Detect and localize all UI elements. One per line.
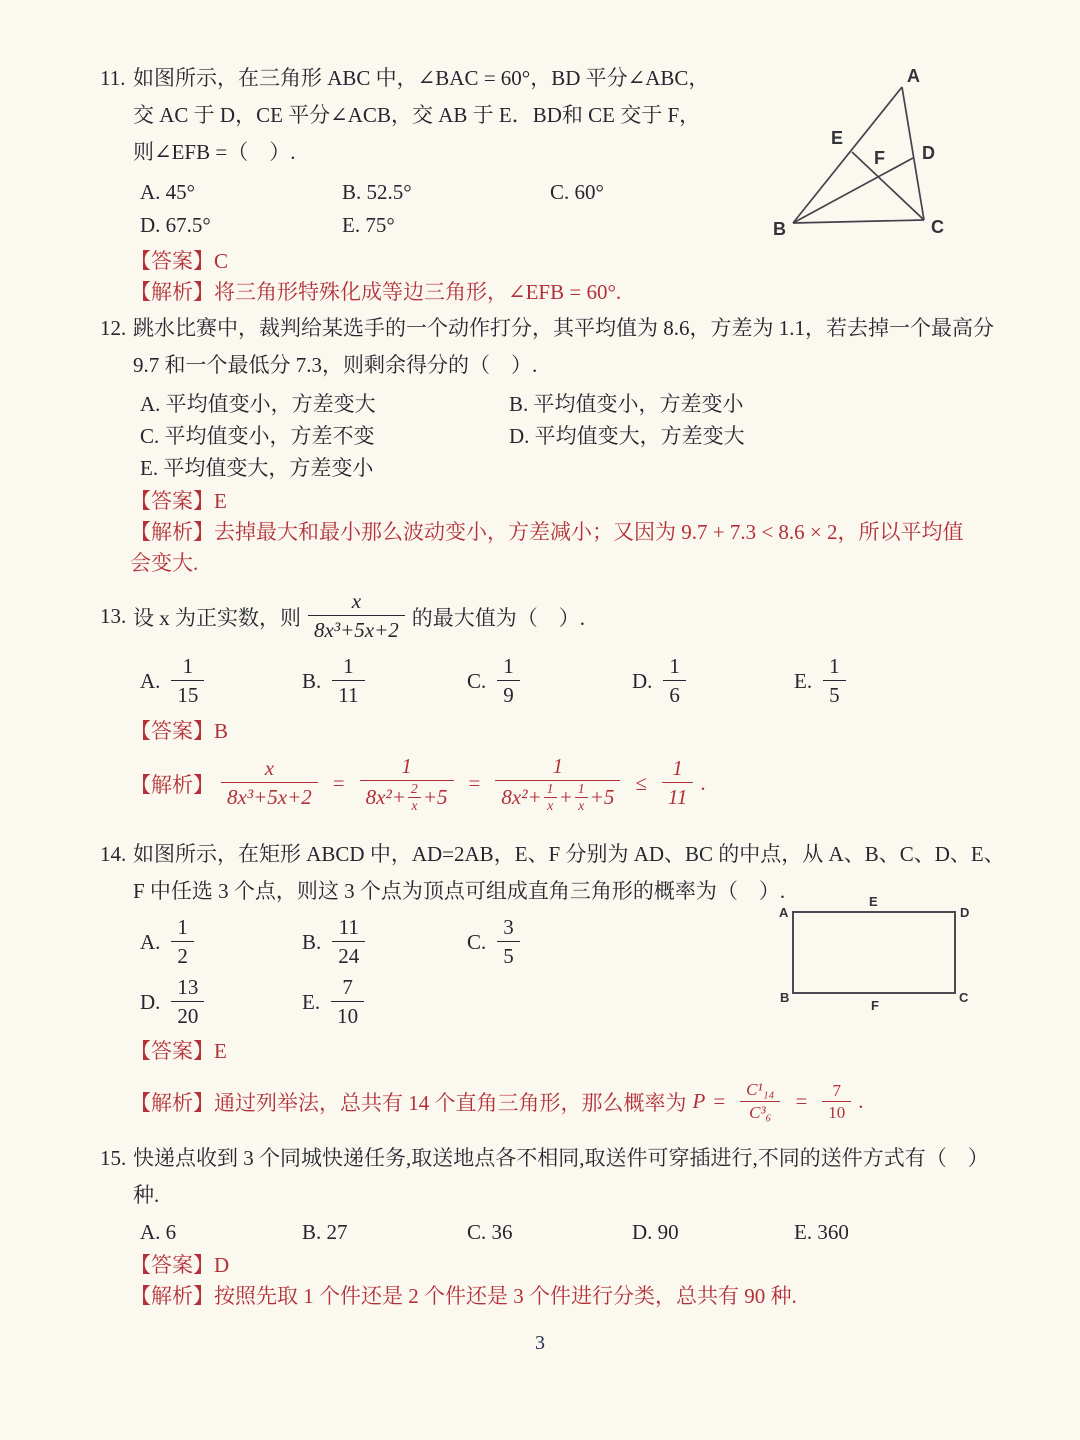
question-12-line-1: [100, 310, 1030, 347]
triangle-lines: [793, 87, 924, 223]
question-13-options: [100, 653, 1030, 710]
triangle-labels: [773, 66, 944, 239]
option-fraction: $\frac{13}{20}$: [171, 974, 204, 1031]
option-14-d: D. $\frac{13}{20}$: [140, 974, 302, 1031]
vertex-label-d: D: [960, 905, 970, 920]
page-number: 3: [535, 1332, 545, 1354]
equals-sign: =: [795, 1089, 808, 1113]
option-fraction: $\frac{3}{5}$: [497, 914, 520, 971]
option-13-b: B. $\frac{1}{11}$: [302, 653, 467, 710]
answer-value: D: [214, 1253, 230, 1277]
question-11-line-3: 则∠EFB =（ ）.: [133, 140, 296, 164]
side-ca: [902, 87, 924, 220]
analysis-text: 通过列举法，总共有 14 个直角三角形，那么概率为: [214, 1090, 687, 1115]
question-14-line-1: [100, 836, 1030, 873]
analysis-text: 按照先取 1 个件还是 2 个件还是 3 个件进行分类，总共有 90 种.: [214, 1284, 797, 1308]
question-12-options-row-2: [100, 420, 1030, 452]
option-14-c: C. $\frac{3}{5}$: [467, 914, 527, 971]
analysis-label: 【解析】: [130, 1090, 214, 1115]
question-12-answer: [100, 486, 1030, 517]
question-15-text: 快递点收到 3 个同城快递任务,取送地点各不相同,取送件可穿插进行,不同的送件方式有（ ）: [133, 1146, 989, 1170]
question-12: [100, 310, 1030, 579]
option-13-c: C. $\frac{1}{9}$: [467, 653, 632, 710]
vertex-label-b: B: [780, 990, 790, 1005]
answer-label: 【答案】: [130, 1039, 214, 1063]
option-12-d: D. 平均值变大，方差变大: [509, 424, 745, 448]
question-11-options-row-2: [100, 209, 760, 242]
answer-label: 【答案】: [130, 249, 214, 273]
vertex-label-c: C: [959, 990, 969, 1005]
question-12-text: 跳水比赛中，裁判给某选手的一个动作打分，其平均值为 8.6，方差为 1.1，若去掉一个最高分: [133, 316, 994, 340]
option-11-a: A. 45°: [140, 180, 196, 204]
option-fraction: $\frac{1}{6}$: [663, 653, 686, 710]
answer-value: B: [214, 719, 229, 743]
vertex-label-c: C: [931, 217, 944, 237]
inner-fraction: $\frac{1}{x}$: [544, 781, 557, 814]
option-11-b: B. 52.5°: [342, 180, 412, 204]
option-11-e: E. 75°: [342, 213, 395, 237]
option-12-a: A. 平均值变小，方差变大: [140, 392, 376, 416]
question-14-text: 如图所示，在矩形 ABCD 中，AD=2AB，E、F 分别为 AD、BC 的中点，从 A、B、C、D、E、: [133, 842, 1005, 866]
option-13-a: A. $\frac{1}{15}$: [140, 653, 302, 710]
inner-fraction: $\frac{1}{x}$: [575, 781, 588, 814]
equals-sign: =: [468, 771, 481, 795]
question-11-line-1: [100, 60, 760, 97]
question-15-line-1: [100, 1140, 1050, 1177]
option-fraction: $\frac{1}{9}$: [497, 653, 520, 710]
question-15: [100, 1140, 1050, 1312]
triangle-figure-svg: [755, 52, 1055, 252]
analysis-text-1: 去掉最大和最小那么波动变小，方差减小；又因为 9.7 + 7.3 < 8.6 × 2，所以平均值: [214, 520, 964, 544]
result-fraction: $\frac{7}{10}$: [822, 1080, 851, 1123]
question-11-text: 如图所示，在三角形 ABC 中，∠BAC = 60°，BD 平分∠ABC，: [133, 66, 710, 90]
question-15-line-2: 种.: [133, 1183, 160, 1207]
analysis-fraction-4: $\frac{1}{11}$: [662, 755, 693, 812]
answer-label: 【答案】: [130, 489, 214, 513]
question-14-analysis: [100, 1079, 1030, 1124]
side-ab: [793, 87, 902, 223]
point-label-f: F: [874, 148, 885, 168]
inner-fraction: $\frac{2}{x}$: [408, 781, 421, 814]
question-14-answer: [100, 1036, 1030, 1067]
option-12-b: B. 平均值变小，方差变小: [509, 392, 744, 416]
question-12-number: 12.: [100, 316, 127, 340]
option-12-e: E. 平均值变大，方差变小: [140, 456, 374, 480]
option-fraction: $\frac{7}{10}$: [331, 974, 364, 1031]
side-bc: [793, 220, 924, 223]
question-15-analysis: [100, 1281, 1050, 1312]
rectangle-abcd: [793, 912, 955, 993]
option-15-a: A. 6: [140, 1220, 177, 1244]
analysis-fraction-3: 1 8x²+ $\frac{1}{x}$ + $\frac{1}{x}$ +5: [495, 753, 620, 814]
answer-value: C: [214, 249, 229, 273]
answer-value: E: [214, 489, 227, 513]
option-15-e: E. 360: [794, 1220, 849, 1244]
point-label-e: E: [831, 128, 844, 148]
question-14-line-2: F 中任选 3 个点，则这 3 个点为顶点可组成直角三角形的概率为（ ）.: [133, 879, 786, 903]
vertex-label-b: B: [773, 219, 786, 239]
question-12-options-row-1: [100, 388, 1030, 420]
question-15-answer: [100, 1250, 1050, 1281]
question-15-options: [100, 1216, 1050, 1248]
point-label-d: D: [922, 143, 935, 163]
question-13-analysis: [100, 753, 1030, 814]
option-15-b: B. 27: [302, 1220, 348, 1244]
option-fraction: $\frac{11}{24}$: [332, 914, 365, 971]
option-fraction: $\frac{1}{15}$: [171, 653, 204, 710]
variable-p: P: [692, 1089, 706, 1113]
question-12-line-2: 9.7 和一个最低分 7.3，则剩余得分的（ ）.: [133, 353, 538, 377]
question-11-line-2: 交 AC 于 D，CE 平分∠ACB，交 AB 于 E．BD和 CE 交于 F，: [133, 103, 701, 127]
option-11-d: D. 67.5°: [140, 213, 211, 237]
less-equal-sign: ≤: [635, 771, 647, 795]
analysis-label: 【解析】: [130, 280, 214, 304]
equals-sign: =: [713, 1089, 726, 1113]
midpoint-label-f: F: [871, 998, 879, 1013]
option-15-d: D. 90: [632, 1220, 679, 1244]
question-13-number: 13.: [100, 604, 127, 628]
rectangle-figure: [775, 890, 975, 1015]
answer-label: 【答案】: [130, 719, 214, 743]
option-14-a: A. $\frac{1}{2}$: [140, 914, 302, 971]
analysis-text-2: 会变大.: [130, 551, 199, 575]
analysis-label: 【解析】: [130, 1284, 214, 1308]
analysis-fraction-2: 1 8x²+ $\frac{2}{x}$ +5: [360, 753, 454, 814]
option-11-c: C. 60°: [550, 180, 604, 204]
question-11: [100, 60, 760, 308]
question-13-text-pre: 设 x 为正实数，则: [133, 605, 301, 630]
option-15-c: C. 36: [467, 1220, 513, 1244]
question-13-text-post: 的最大值为（ ）.: [411, 605, 586, 630]
period: .: [858, 1089, 864, 1113]
question-15-number: 15.: [100, 1146, 127, 1170]
triangle-figure: [755, 52, 1055, 252]
question-11-number: 11.: [100, 66, 126, 90]
analysis-text: 将三角形特殊化成等边三角形，∠EFB = 60°.: [214, 280, 622, 304]
analysis-fraction-1: $\frac{x}{\text{8x³+5x+2}}$: [221, 755, 318, 812]
question-12-analysis-2: [100, 548, 1030, 579]
question-13-answer: [100, 716, 1030, 747]
question-14-number: 14.: [100, 842, 127, 866]
analysis-label: 【解析】: [130, 520, 214, 544]
question-11-answer: [100, 246, 760, 277]
answer-label: 【答案】: [130, 1253, 214, 1277]
bisector-bd: [793, 158, 913, 223]
option-fraction: $\frac{1}{5}$: [823, 653, 846, 710]
rectangle-figure-svg: [775, 890, 975, 1015]
question-12-options-row-3: [100, 452, 1030, 484]
midpoint-label-e: E: [869, 894, 878, 909]
vertex-label-a: A: [779, 905, 789, 920]
analysis-label: 【解析】: [130, 772, 214, 797]
question-11-options-row-1: [100, 176, 760, 209]
question-13: [100, 588, 1030, 814]
option-13-e: E. $\frac{1}{5}$: [794, 653, 853, 710]
option-fraction: $\frac{1}{2}$: [171, 914, 194, 971]
vertex-label-a: A: [907, 66, 920, 86]
option-13-d: D. $\frac{1}{6}$: [632, 653, 794, 710]
period: .: [700, 771, 706, 795]
equals-sign: =: [332, 771, 345, 795]
option-fraction: $\frac{1}{11}$: [332, 653, 364, 710]
answer-value: E: [214, 1039, 227, 1063]
question-11-analysis: [100, 277, 760, 308]
option-14-e: E. $\frac{7}{10}$: [302, 974, 371, 1031]
question-13-stem: [100, 588, 1030, 645]
combination-fraction: $\frac{\text{C¹₁₄}}{\text{C³₆}}$: [740, 1079, 780, 1124]
stem-fraction: $\frac{x}{\text{8x³+5x+2}}$: [308, 588, 405, 645]
question-12-analysis: [100, 517, 1030, 548]
option-14-b: B. $\frac{11}{24}$: [302, 914, 467, 971]
option-12-c: C. 平均值变小，方差不变: [140, 424, 375, 448]
